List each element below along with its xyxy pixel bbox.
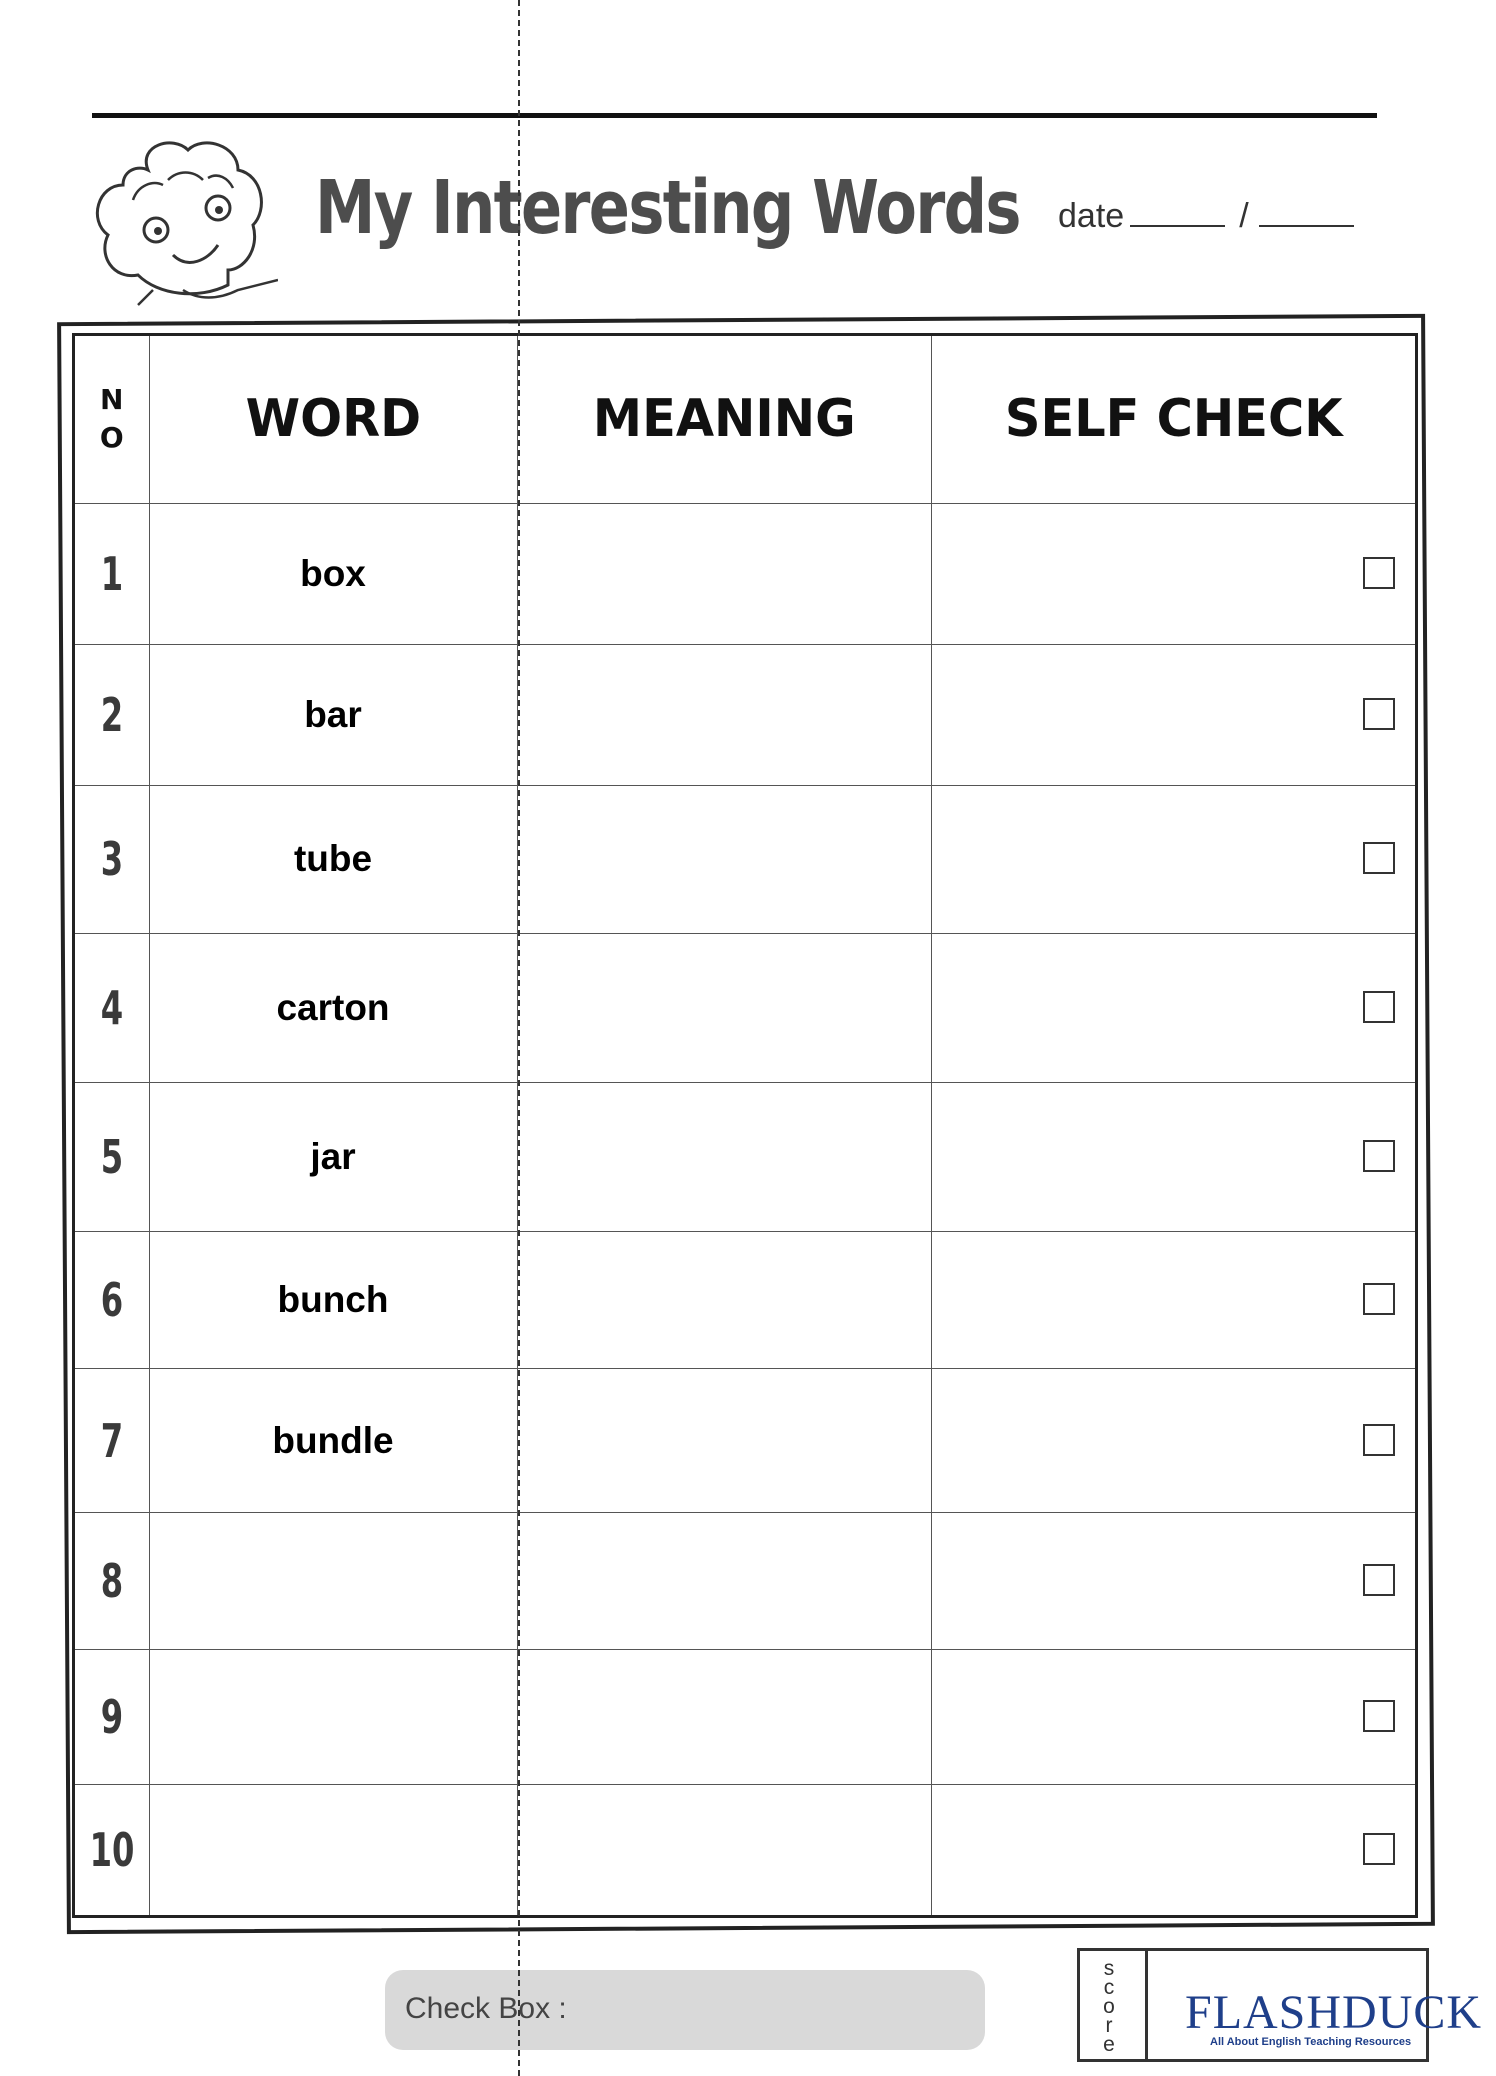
self-check-checkbox[interactable] <box>1363 842 1395 874</box>
logo-tagline: All About English Teaching Resources <box>1210 2036 1412 2048</box>
self-check-cell <box>931 933 1415 1082</box>
word-cell: box <box>149 503 517 644</box>
self-check-cell <box>931 786 1415 933</box>
row-number <box>75 1512 149 1649</box>
word-cell: jar <box>149 1082 517 1231</box>
row-number <box>75 1649 149 1784</box>
header-no <box>75 336 149 503</box>
meaning-cell[interactable] <box>517 1232 931 1369</box>
check-box-bar[interactable] <box>385 1970 985 2050</box>
row-number-text: 8 <box>100 1553 123 1608</box>
self-check-checkbox[interactable] <box>1363 1283 1395 1315</box>
table-row <box>75 503 1415 644</box>
word-cell: bunch <box>149 1232 517 1369</box>
word-cell: bar <box>149 645 517 786</box>
row-number <box>75 1369 149 1512</box>
row-number-text: 7 <box>100 1413 123 1468</box>
check-box-label: Check Box : <box>405 1992 567 2025</box>
meaning-cell[interactable] <box>517 933 931 1082</box>
word-cell[interactable] <box>149 1649 517 1784</box>
meaning-cell[interactable] <box>517 503 931 644</box>
date-field[interactable] <box>1058 197 1364 236</box>
meaning-cell[interactable] <box>517 1649 931 1784</box>
self-check-cell <box>931 1512 1415 1649</box>
word-cell: carton <box>149 933 517 1082</box>
header-self-check <box>931 336 1415 503</box>
flashduck-logo <box>1185 1985 1485 2065</box>
meaning-cell[interactable] <box>517 1082 931 1231</box>
row-number <box>75 1082 149 1231</box>
row-number-text: 2 <box>100 688 123 743</box>
table-row <box>75 1082 1415 1231</box>
self-check-cell <box>931 1232 1415 1369</box>
row-number-text: 4 <box>100 980 123 1035</box>
table-header-row <box>75 336 1415 503</box>
table-row <box>75 786 1415 933</box>
table-row <box>75 933 1415 1082</box>
date-day-blank[interactable] <box>1259 197 1354 227</box>
score-label: score <box>1103 1957 1115 2056</box>
table-row <box>75 1369 1415 1512</box>
header-word-text: WORD <box>245 389 421 450</box>
top-rule <box>92 113 1377 118</box>
row-number-text: 5 <box>100 1130 123 1185</box>
table-row <box>75 1512 1415 1649</box>
row-number <box>75 645 149 786</box>
header-meaning-text: MEANING <box>592 389 856 450</box>
self-check-checkbox[interactable] <box>1363 1700 1395 1732</box>
meaning-cell[interactable] <box>517 1785 931 1915</box>
worksheet-title: My Interesting Words <box>315 165 1020 251</box>
fold-line <box>518 0 520 2076</box>
self-check-cell <box>931 503 1415 644</box>
self-check-cell <box>931 1369 1415 1512</box>
self-check-checkbox[interactable] <box>1363 698 1395 730</box>
header-self-check-text: SELF CHECK <box>1004 389 1343 450</box>
row-number <box>75 786 149 933</box>
self-check-checkbox[interactable] <box>1363 1424 1395 1456</box>
row-number-text: 9 <box>100 1690 123 1745</box>
word-cell[interactable] <box>149 1512 517 1649</box>
self-check-checkbox[interactable] <box>1363 1564 1395 1596</box>
word-cell: bundle <box>149 1369 517 1512</box>
self-check-cell <box>931 645 1415 786</box>
row-number <box>75 503 149 644</box>
row-number <box>75 933 149 1082</box>
logo-brand: FLASHDUCK <box>1185 1986 1483 2039</box>
vocabulary-table <box>75 336 1415 1915</box>
self-check-cell <box>931 1082 1415 1231</box>
self-check-checkbox[interactable] <box>1363 1833 1395 1865</box>
header-meaning <box>517 336 931 503</box>
table-row <box>75 645 1415 786</box>
table-row <box>75 1232 1415 1369</box>
meaning-cell[interactable] <box>517 645 931 786</box>
word-cell[interactable] <box>149 1785 517 1915</box>
meaning-cell[interactable] <box>517 1369 931 1512</box>
table-row <box>75 1649 1415 1784</box>
table-row <box>75 1785 1415 1915</box>
self-check-checkbox[interactable] <box>1363 557 1395 589</box>
meaning-cell[interactable] <box>517 786 931 933</box>
row-number-text: 3 <box>100 832 123 887</box>
self-check-checkbox[interactable] <box>1363 991 1395 1023</box>
score-label-cell <box>1080 1951 1148 2059</box>
row-number-text: 6 <box>100 1273 123 1328</box>
word-cell: tube <box>149 786 517 933</box>
row-number <box>75 1785 149 1915</box>
date-separator: / <box>1239 197 1249 235</box>
date-month-blank[interactable] <box>1130 197 1225 227</box>
row-number-text: 10 <box>89 1823 135 1878</box>
row-number <box>75 1232 149 1369</box>
self-check-checkbox[interactable] <box>1363 1140 1395 1172</box>
boy-face-icon <box>78 130 278 315</box>
meaning-cell[interactable] <box>517 1512 931 1649</box>
row-number-text: 1 <box>100 546 123 601</box>
self-check-cell <box>931 1649 1415 1784</box>
date-label: date <box>1058 197 1125 235</box>
self-check-cell <box>931 1785 1415 1915</box>
header-no-text: NO <box>99 383 124 455</box>
header-word <box>149 336 517 503</box>
